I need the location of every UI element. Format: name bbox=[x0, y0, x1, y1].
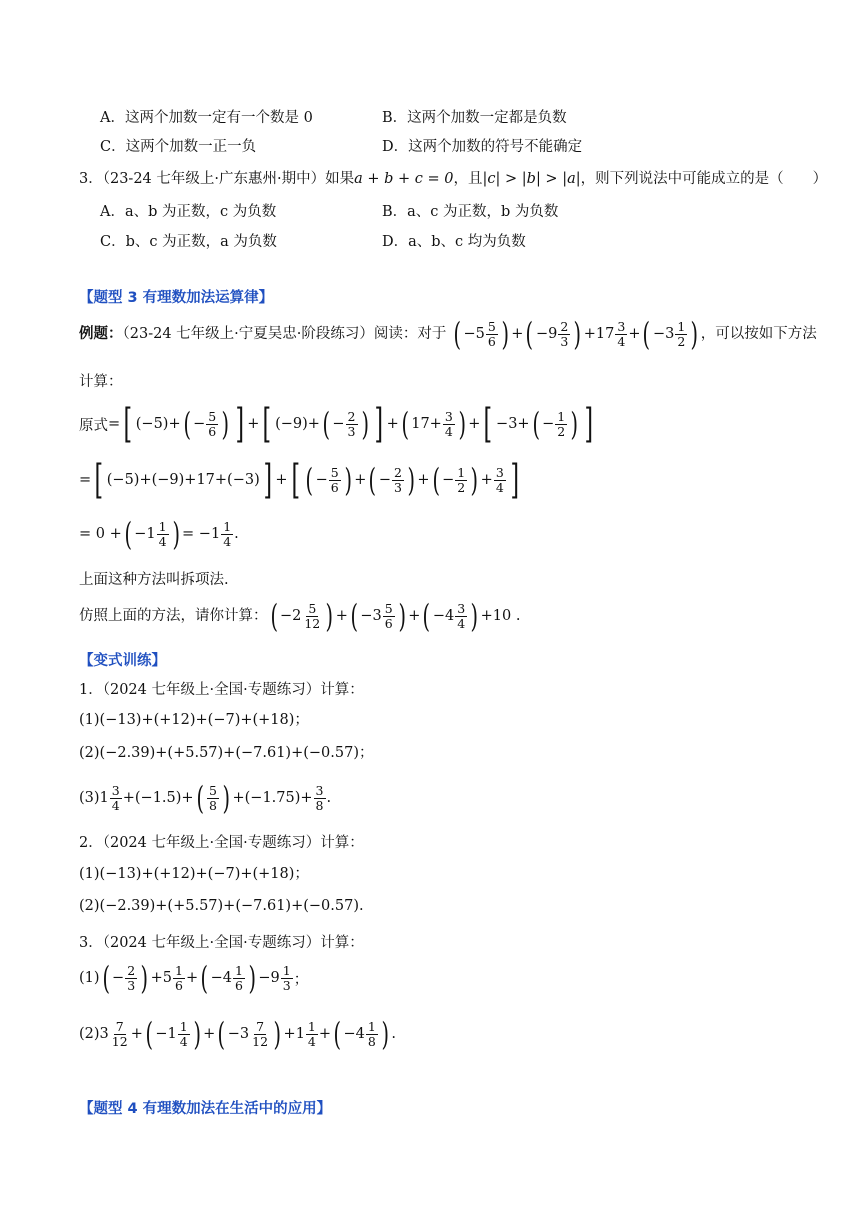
example-intro: （23-24 七年级上·宁夏吴忠·阶段练习）阅读：对于 bbox=[122, 326, 447, 342]
imitate-line: 仿照上面的方法，请你计算： ( −2 5 12 ) + ( −3 5 6 ) + ( −4 3 4 ) +10 . bbox=[79, 597, 521, 635]
example-expression: ( −5 5 6 ) + ( −9 2 3 ) +17 3 4 + ( −3 1 2 ) bbox=[453, 315, 699, 353]
variant-3-part-1: (1) ( − 2 3 ) +5 1 6 + ( −4 1 6 ) −9 1 3 ； bbox=[79, 959, 309, 997]
variant-1-part-2: (2)(−2.39)+(+5.57)+(−7.61)+(−0.57)； bbox=[79, 745, 374, 761]
method-note: 上面这种方法叫拆项法. bbox=[79, 572, 229, 588]
example-line bbox=[79, 315, 817, 353]
imitate-text: 仿照上面的方法，请你计算： bbox=[79, 608, 268, 624]
variant-3-part-2: (2) 3 7 12 + ( −1 1 4 ) + ( −3 7 12 ) +1 1 4 + ( −4 1 8 ) . bbox=[79, 1015, 396, 1053]
section3-title: 【题型 3 有理数加法运算律】 bbox=[79, 290, 274, 306]
q3-option-a: A．a、b 为正数，c 为负数 bbox=[100, 204, 277, 220]
v3-2-prefix: (2) bbox=[79, 1026, 100, 1042]
q3-number: 3． bbox=[79, 171, 103, 187]
q3-condition-sum: a + b + c = 0 bbox=[354, 171, 454, 187]
variant-2-header: 2．（2024 七年级上·全国·专题练习）计算： bbox=[79, 835, 364, 851]
variant-2-part-1: (1)(−13)+(+12)+(−7)+(+18)； bbox=[79, 866, 309, 882]
regrouped-expression: = [ (−5)+(−9)+17+(−3) ] + [ ( − 5 6 ) + ( − 2 3 ) + ( − 1 2 ) + 3 4 ] bbox=[79, 457, 519, 503]
result-line: = 0 + ( −1 1 4 ) = −1 1 4 . bbox=[79, 515, 239, 553]
orig-label: 原式 bbox=[79, 417, 108, 434]
q2-option-d: D．这两个加数的符号不能确定 bbox=[382, 139, 583, 155]
v1-3-prefix: (3) bbox=[79, 790, 100, 806]
variant-1-part-3: (3) 1 3 4 +(−1.5)+ ( 5 8 ) +(−1.75)+ 3 8 . bbox=[79, 779, 332, 817]
v3-1-prefix: (1) bbox=[79, 970, 100, 986]
q3-source: （23-24 七年级上·广东惠州·期中）如果 bbox=[102, 171, 355, 187]
q2-option-a: A．这两个加数一定有一个数是 0 bbox=[100, 110, 313, 126]
variant-title: 【变式训练】 bbox=[79, 653, 166, 669]
variant-1-header: 1．（2024 七年级上·全国·专题练习）计算： bbox=[79, 682, 364, 698]
q3-condition-abs: |c| > |b| > |a| bbox=[482, 171, 581, 187]
calc-word: 计算： bbox=[79, 374, 123, 390]
section4-title: 【题型 4 有理数加法在生活中的应用】 bbox=[79, 1101, 332, 1117]
variant-3-header: 3．（2024 七年级上·全国·专题练习）计算： bbox=[79, 935, 364, 951]
original-expression: 原式 = [ (−5)+ ( − 5 6 ) ] + [ (−9)+ ( − 2 3 ) ] + ( 17+ 3 4 ) + [ −3+ ( − 1 2 ) ] bbox=[79, 401, 593, 447]
variant-1-part-1: (1)(−13)+(+12)+(−7)+(+18)； bbox=[79, 712, 309, 728]
q3-option-b: B．a、c 为正数，b 为负数 bbox=[382, 204, 559, 220]
q2-option-c: C．这两个加数一正一负 bbox=[100, 139, 257, 155]
q2-option-b: B．这两个加数一定都是负数 bbox=[382, 110, 567, 126]
q3-option-c: C．b、c 为正数，a 为负数 bbox=[100, 234, 277, 250]
q3-tail: ，则下列说法中可能成立的是（ ） bbox=[580, 171, 828, 187]
q3-option-d: D．a、b、c 均为负数 bbox=[382, 234, 526, 250]
q3-mid: ，且 bbox=[453, 171, 483, 187]
example-label: 例题： bbox=[79, 326, 123, 342]
example-after: ，可以按如下方法 bbox=[700, 326, 817, 342]
variant-2-part-2: (2)(−2.39)+(+5.57)+(−7.61)+(−0.57). bbox=[79, 898, 364, 914]
q3-stem bbox=[79, 167, 827, 188]
